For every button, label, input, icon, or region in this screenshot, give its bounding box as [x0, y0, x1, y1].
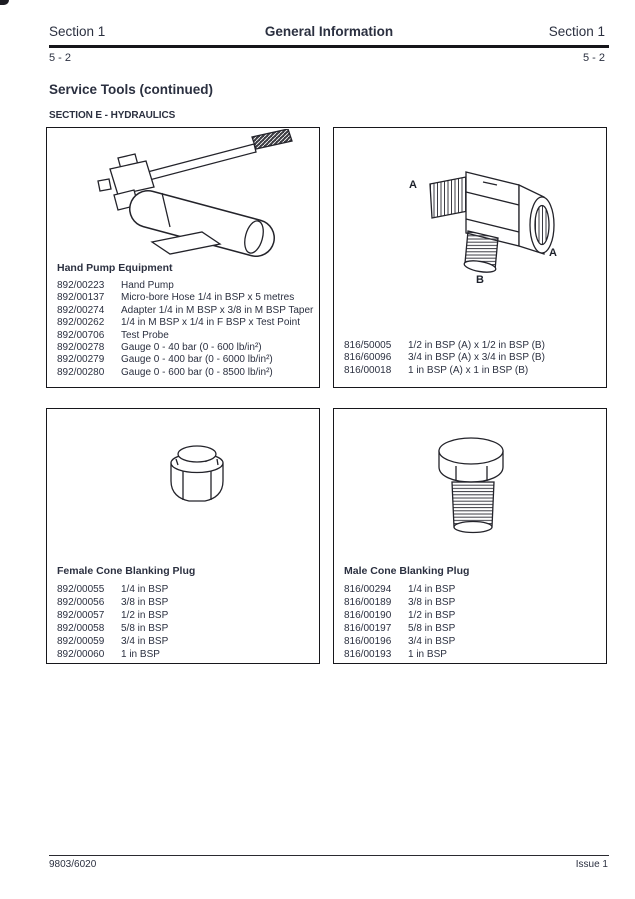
part-row: 892/00060 1 in BSP — [57, 649, 160, 660]
part-row: 892/00059 3/4 in BSP — [57, 636, 169, 647]
port-label-a-left: A — [409, 179, 417, 191]
part-row: 892/00058 5/8 in BSP — [57, 623, 169, 634]
part-row: 816/00189 3/8 in BSP — [344, 597, 456, 608]
publication-number: 9803/6020 — [49, 859, 97, 870]
part-row: 892/00280 Gauge 0 - 600 bar (0 - 8500 lb/in²) — [57, 366, 273, 378]
panel-heading: Hand Pump Equipment — [57, 262, 173, 274]
panel-tee-adapter — [333, 127, 607, 388]
panel-heading: Female Cone Blanking Plug — [57, 565, 196, 577]
page-title: General Information — [264, 24, 394, 39]
part-row: 816/00018 1 in BSP (A) x 1 in BSP (B) — [344, 364, 529, 376]
header-section-left: Section 1 — [49, 24, 106, 39]
document-title: Service Tools (continued) — [49, 82, 214, 97]
footer-rule — [49, 855, 609, 856]
part-row: 816/00193 1 in BSP — [344, 649, 447, 660]
part-row: 816/00294 1/4 in BSP — [344, 584, 456, 595]
page-number-left: 5 - 2 — [49, 52, 72, 64]
female-cone-plug-illustration — [159, 439, 235, 517]
port-label-a-right: A — [549, 247, 557, 259]
part-row: 892/00262 1/4 in M BSP x 1/4 in F BSP x Test Point — [57, 317, 300, 329]
header-rule — [49, 45, 609, 48]
document-subtitle: SECTION E - HYDRAULICS — [49, 110, 176, 121]
part-row: 816/00197 5/8 in BSP — [344, 623, 456, 634]
male-cone-plug-illustration — [428, 433, 514, 537]
issue-number: Issue 1 — [575, 859, 608, 870]
part-row: 892/00223 Hand Pump — [57, 280, 174, 291]
part-row: 816/00190 1/2 in BSP — [344, 610, 456, 621]
part-row: 892/00278 Gauge 0 - 40 bar (0 - 600 lb/in²) — [57, 342, 262, 354]
part-row: 892/00274 Adapter 1/4 in M BSP x 3/8 in M BSP Taper — [57, 304, 314, 316]
page-number-right: 5 - 2 — [582, 52, 605, 64]
tee-adapter-illustration — [335, 142, 603, 292]
part-row: 892/00056 3/8 in BSP — [57, 597, 169, 608]
scan-artifact — [0, 0, 9, 5]
part-row: 816/60096 3/4 in BSP (A) x 3/4 in BSP (B) — [344, 352, 545, 364]
part-row: 892/00706 Test Probe — [57, 329, 169, 341]
part-row: 816/00196 3/4 in BSP — [344, 636, 456, 647]
hand-pump-illustration — [48, 129, 316, 261]
part-row: 892/00279 Gauge 0 - 400 bar (0 - 6000 lb/in²) — [57, 354, 273, 366]
part-row: 892/00057 1/2 in BSP — [57, 610, 169, 621]
part-row: 816/50005 1/2 in BSP (A) x 1/2 in BSP (B) — [344, 340, 545, 351]
panel-female-cone-blanking-plug — [46, 408, 320, 664]
part-row: 892/00137 Micro-bore Hose 1/4 in BSP x 5 metres — [57, 292, 295, 304]
panel-heading: Male Cone Blanking Plug — [344, 565, 470, 577]
panel-male-cone-blanking-plug — [333, 408, 607, 664]
panel-hand-pump-equipment — [46, 127, 320, 388]
port-label-b: B — [476, 274, 484, 286]
part-row: 892/00055 1/4 in BSP — [57, 584, 169, 595]
header-section-right: Section 1 — [548, 24, 605, 39]
